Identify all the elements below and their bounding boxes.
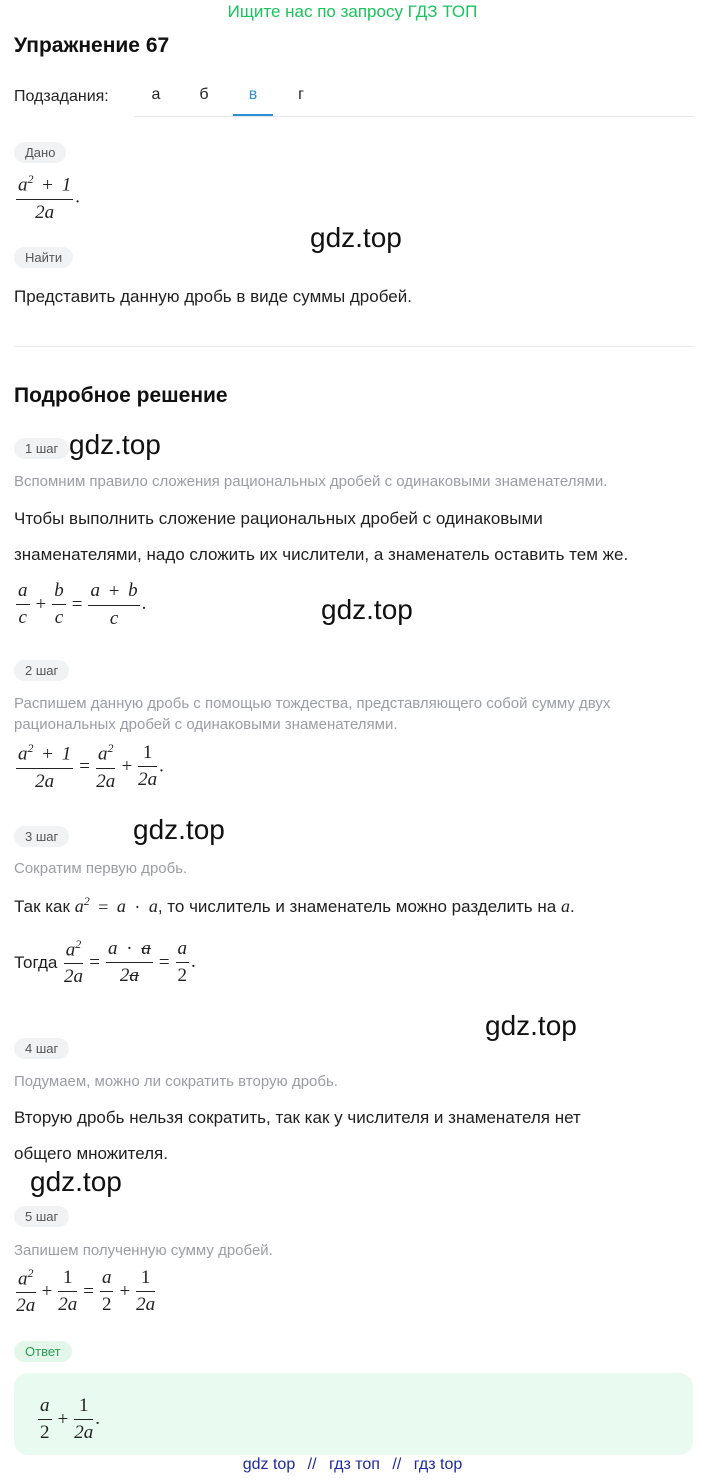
step-4-badge: 4 шаг [14,1038,69,1059]
footer-links [0,1456,705,1474]
answer-box [14,1373,693,1455]
step-5-formula: $\frac{a^2}{2a}$ + $\frac{1}{2a}$ = $\frac{a}{2}$ + $\frac{1}{2a}$ [16,1266,156,1317]
tab-g[interactable]: г [298,86,304,103]
find-badge: Найти [14,247,73,268]
watermark: gdz.top [310,222,402,253]
subtask-tabs [134,80,694,117]
step-3-text-middle: , то числитель и знаменатель можно разделить на [157,897,557,916]
footer-separator: // [392,1456,402,1473]
step-4-hint: Подумаем, можно ли сократить вторую дробь. [14,1073,338,1090]
footer-link[interactable]: гдз топ [329,1456,380,1473]
find-text: Представить данную дробь в виде суммы дробей. [14,287,412,306]
step-2-badge: 2 шаг [14,660,69,681]
step-3-text-prefix: Так как [14,897,70,916]
watermark: gdz.top [485,1010,577,1041]
given-expression: $\frac{a^2 + 1}{2a}$ . [18,172,80,223]
tab-v[interactable]: в [233,80,273,116]
step-1-formula: $\frac{a}{c}$ + $\frac{b}{c}$ = $\frac{a + b}{c}$ . [18,580,147,629]
watermark: gdz.top [133,814,225,845]
step-5-hint: Запишем полученную сумму дробей. [14,1242,273,1259]
answer-formula: $\frac{a}{2}$ + $\frac{1}{2a}$ . [40,1395,100,1443]
watermark: gdz.top [69,429,161,460]
given-badge: Дано [14,142,66,163]
footer-link[interactable]: gdz top [242,1456,296,1473]
tab-a[interactable]: а [151,86,161,103]
solution-title: Подробное решение [14,384,228,407]
step-1-hint: Вспомним правило сложения рациональных дробей с одинаковыми знаменателями. [14,473,608,490]
footer-separator: // [307,1456,317,1473]
then-label: Тогда [14,952,58,972]
top-banner[interactable]: Ищите нас по запросу ГДЗ ТОП [227,2,478,21]
step-2-hint: рациональных дробей с одинаковыми знаменателями. [14,716,398,733]
step-1-text: знаменателями, надо сложить их числители, а знаменатель оставить тем же. [14,545,629,564]
step-3-hint: Сократим первую дробь. [14,860,188,877]
step-5-badge: 5 шаг [14,1206,69,1227]
watermark: gdz.top [321,594,413,625]
step-3-formula: Тогда $\frac{a^2}{2a}$ = $\frac{a \cdot a}{2a}$ = $\frac{a}{2}$ . [14,937,196,988]
step-3-badge: 3 шаг [14,826,69,847]
step-2-hint: Распишем данную дробь с помощью тождества, представляющего собой сумму двух [14,695,611,712]
divider [14,346,694,347]
page-title: Упражнение 67 [14,34,170,57]
step-2-formula: $\frac{a^2 + 1}{2a}$ = $\frac{a^2}{2a}$ + $\frac{1}{2a}$ . [18,741,164,792]
tab-b[interactable]: б [199,86,209,103]
step-1-badge: 1 шаг [14,438,69,459]
footer-link[interactable]: гдз top [413,1456,463,1473]
step-4-text: Вторую дробь нельзя сократить, так как у числителя и знаменателя нет [14,1108,581,1127]
step-3-text: Так как $a^2 = a \cdot a$, то числитель и знаменатель можно разделить на a. [14,894,575,918]
watermark: gdz.top [30,1166,122,1197]
answer-badge: Ответ [14,1341,72,1362]
step-1-text: Чтобы выполнить сложение рациональных дробей с одинаковыми [14,509,543,528]
step-4-text: общего множителя. [14,1144,168,1163]
subtasks-label: Подзадания: [14,88,109,105]
